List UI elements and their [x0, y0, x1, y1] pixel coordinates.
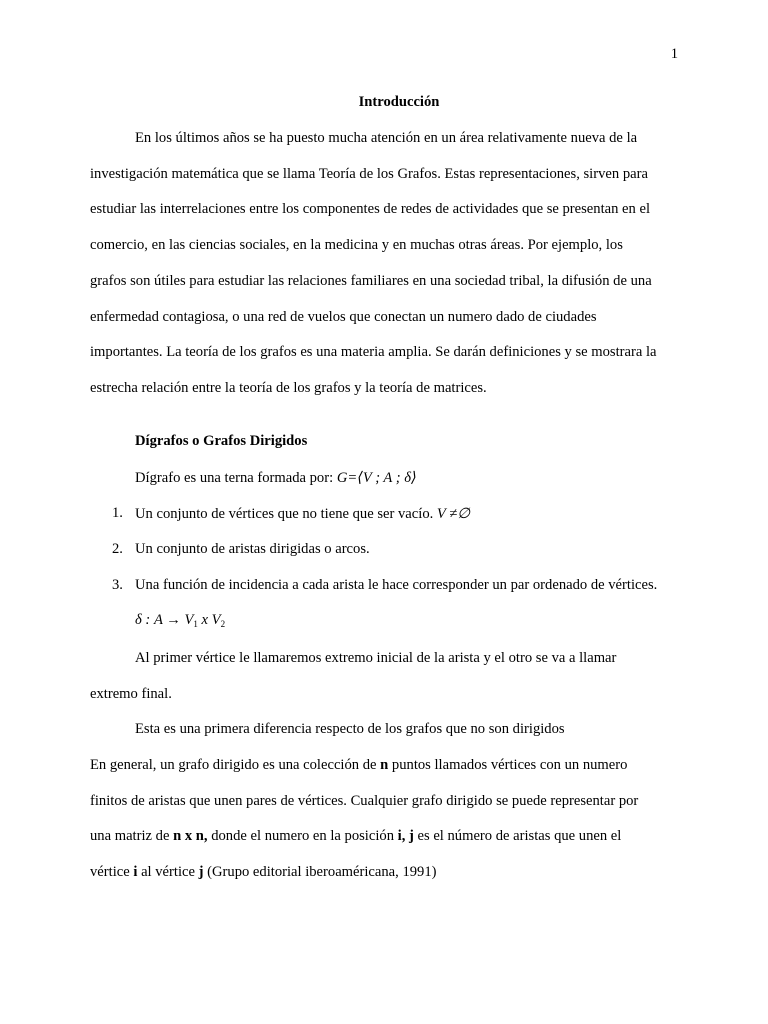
definition-text: Dígrafo es una terna formada por:: [135, 470, 334, 486]
mapping-formula: [135, 612, 225, 629]
list-marker: 2.: [112, 541, 123, 557]
list-marker: 1.: [112, 505, 123, 521]
paragraph-difference: Esta es una primera diferencia respecto de los grafos que no son dirigidos: [135, 721, 565, 737]
text-run: al vértice: [137, 864, 199, 880]
bold-term: n: [380, 757, 389, 773]
bold-term: n x n,: [173, 828, 208, 844]
intro-line: estrecha relación entre la teoría de los grafos y la teoría de matrices.: [90, 380, 487, 396]
text-run: una matriz de: [90, 828, 174, 844]
definition-formula: G=⟨V ; A ; δ⟩: [336, 470, 417, 486]
list-marker: 3.: [112, 577, 123, 593]
text-run: En general, un grafo dirigido es una colección de: [90, 757, 381, 773]
intro-line: importantes. La teoría de los grafos es una materia amplia. Se darán definiciones y se mostrara la: [90, 344, 657, 360]
bold-term: i, j: [397, 828, 414, 844]
definition-line: [135, 469, 417, 487]
bold-term: j: [198, 864, 204, 880]
intro-line: grafos son útiles para estudiar las relaciones familiares en una sociedad tribal, la difusión de una: [90, 273, 652, 289]
list-item-label: Un conjunto de vértices que no tiene que ser vacío.: [135, 506, 434, 522]
list-item-text: Un conjunto de aristas dirigidas o arcos.: [135, 541, 370, 557]
formula-subscript: 2: [220, 619, 226, 629]
vertex-set-formula: V ≠∅: [436, 506, 470, 522]
paragraph-line: extremo final.: [90, 686, 172, 702]
text-run: es el número de aristas que unen el: [413, 828, 622, 844]
intro-line: En los últimos años se ha puesto mucha atención en un área relativamente nueva de la: [135, 130, 638, 146]
text-run: vértice: [90, 864, 134, 880]
formula-middle: x V: [197, 612, 221, 628]
bold-term: i: [133, 864, 138, 880]
text-run: donde el numero en la posición: [207, 828, 398, 844]
intro-line: enfermedad contagiosa, o una red de vuelos que conectan un numero dado de ciudades: [90, 309, 597, 325]
citation: (Grupo editorial iberoaméricana, 1991): [203, 864, 437, 880]
paragraph-line: [90, 757, 627, 774]
intro-line: investigación matemática que se llama Teoría de los Grafos. Estas representaciones, sirven para: [90, 166, 648, 182]
list-item-text: [135, 505, 470, 523]
paragraph-line: finitos de aristas que unen pares de vértices. Cualquier grafo dirigido se puede representar por: [90, 793, 639, 809]
section-title: Dígrafos o Grafos Dirigidos: [135, 433, 308, 449]
paragraph-line: [90, 864, 437, 881]
formula-main: δ : A → V: [135, 612, 194, 628]
text-run: puntos llamados vértices con un numero: [388, 757, 628, 773]
intro-line: comercio, en las ciencias sociales, en la medicina y en muchas otras áreas. Por ejemplo, los: [90, 237, 623, 253]
intro-line: estudiar las interrelaciones entre los componentes de redes de actividades que se presentan en el: [90, 201, 651, 217]
list-item-text: Una función de incidencia a cada arista le hace corresponder un par ordenado de vértices.: [135, 577, 658, 593]
document-title: Introducción: [358, 94, 440, 110]
formula-subscript: 1: [193, 619, 198, 629]
paragraph-line: Al primer vértice le llamaremos extremo inicial de la arista y el otro se va a llamar: [135, 650, 617, 666]
paragraph-line: [90, 828, 621, 845]
page-number: 1: [670, 46, 678, 62]
